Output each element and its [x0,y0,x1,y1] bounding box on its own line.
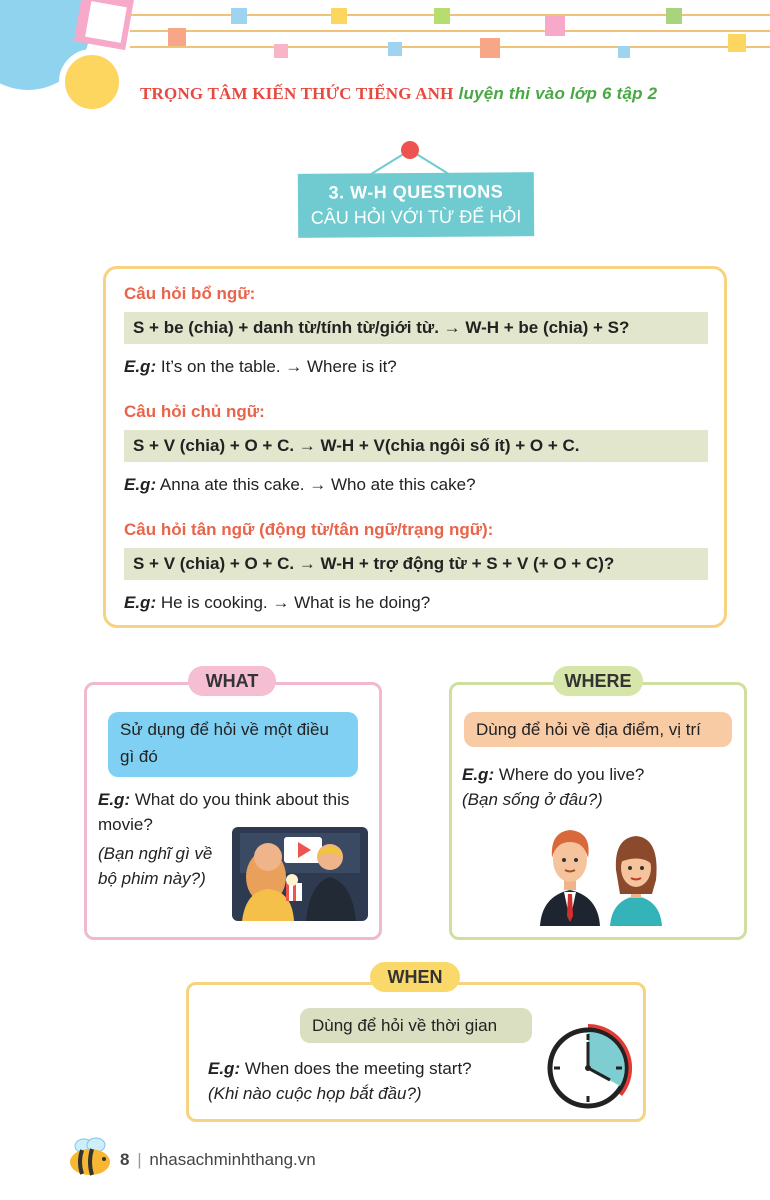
where-translation: (Bạn sống ở đâu?) [462,790,603,809]
eg-label: E.g: [124,593,157,612]
what-usage-line2: gì đó [120,747,158,766]
rule-heading: Câu hỏi bổ ngữ: [124,284,256,303]
rule-example [124,475,476,495]
page-number: 8 [120,1150,130,1169]
what-translation [98,841,212,891]
circle-decoration [0,0,150,130]
header-title [140,84,657,104]
what-eg-line1: What do you think about this [134,790,350,809]
cinema-illustration [232,827,368,921]
rule-example [124,357,397,377]
eg-label: E.g: [462,765,495,784]
rule-example [124,593,430,613]
section-banner [298,172,534,238]
section-title: 3. W-H QUESTIONS [328,181,504,203]
clock-icon [540,1020,636,1116]
when-eg-text: When does the meeting start? [244,1059,472,1078]
footer-separator: | [137,1150,142,1169]
bee-icon [64,1134,116,1178]
rule-formula: S + be (chia) + danh từ/tính từ/giới từ. → W-H + be (chia) + S? [124,312,708,344]
where-usage: Dùng để hỏi về địa điểm, vị trí [464,712,732,747]
eg-text: It’s on the table. → Where is it? [160,357,397,376]
where-eg-text: Where do you live? [498,765,645,784]
eg-label: E.g: [124,475,157,494]
eg-text: He is cooking. → What is he doing? [160,593,431,612]
rule-formula: S + V (chia) + O + C. → W-H + V(chia ngôi số ít) + O + C. [124,430,708,462]
eg-text: Anna ate this cake. → Who ate this cake? [159,475,476,494]
when-translation: (Khi nào cuộc họp bắt đầu?) [208,1084,422,1103]
when-example [208,1056,472,1106]
footer [120,1150,316,1170]
where-example [462,762,644,812]
what-usage [108,712,358,777]
header-title-sub: luyện thi vào lớp 6 tập 2 [458,84,658,103]
couple-illustration [536,820,666,926]
where-tag: WHERE [553,666,643,696]
header-title-main: TRỌNG TÂM KIẾN THỨC TIẾNG ANH [140,84,454,103]
eg-label: E.g: [98,790,131,809]
eg-label: E.g: [124,357,157,376]
what-tag: WHAT [188,666,276,696]
rule-heading: Câu hỏi tân ngữ (động từ/tân ngữ/trạng ngữ): [124,520,494,539]
eg-label: E.g: [208,1059,241,1078]
what-translation-line1: (Bạn nghĩ gì về [98,844,213,863]
what-translation-line2: bộ phim này?) [98,869,206,888]
footer-website[interactable]: nhasachminhthang.vn [149,1150,316,1169]
what-eg-line2: movie? [98,815,153,834]
when-usage: Dùng để hỏi về thời gian [300,1008,532,1043]
when-tag: WHEN [370,962,460,992]
rule-formula: S + V (chia) + O + C. → W-H + trợ động từ + S + V (+ O + C)? [124,548,708,580]
rule-heading: Câu hỏi chủ ngữ: [124,402,265,421]
section-subtitle: CÂU HỎI VỚI TỪ ĐỂ HỎI [310,206,522,228]
what-usage-line1: Sử dụng để hỏi về một điều [120,720,329,739]
